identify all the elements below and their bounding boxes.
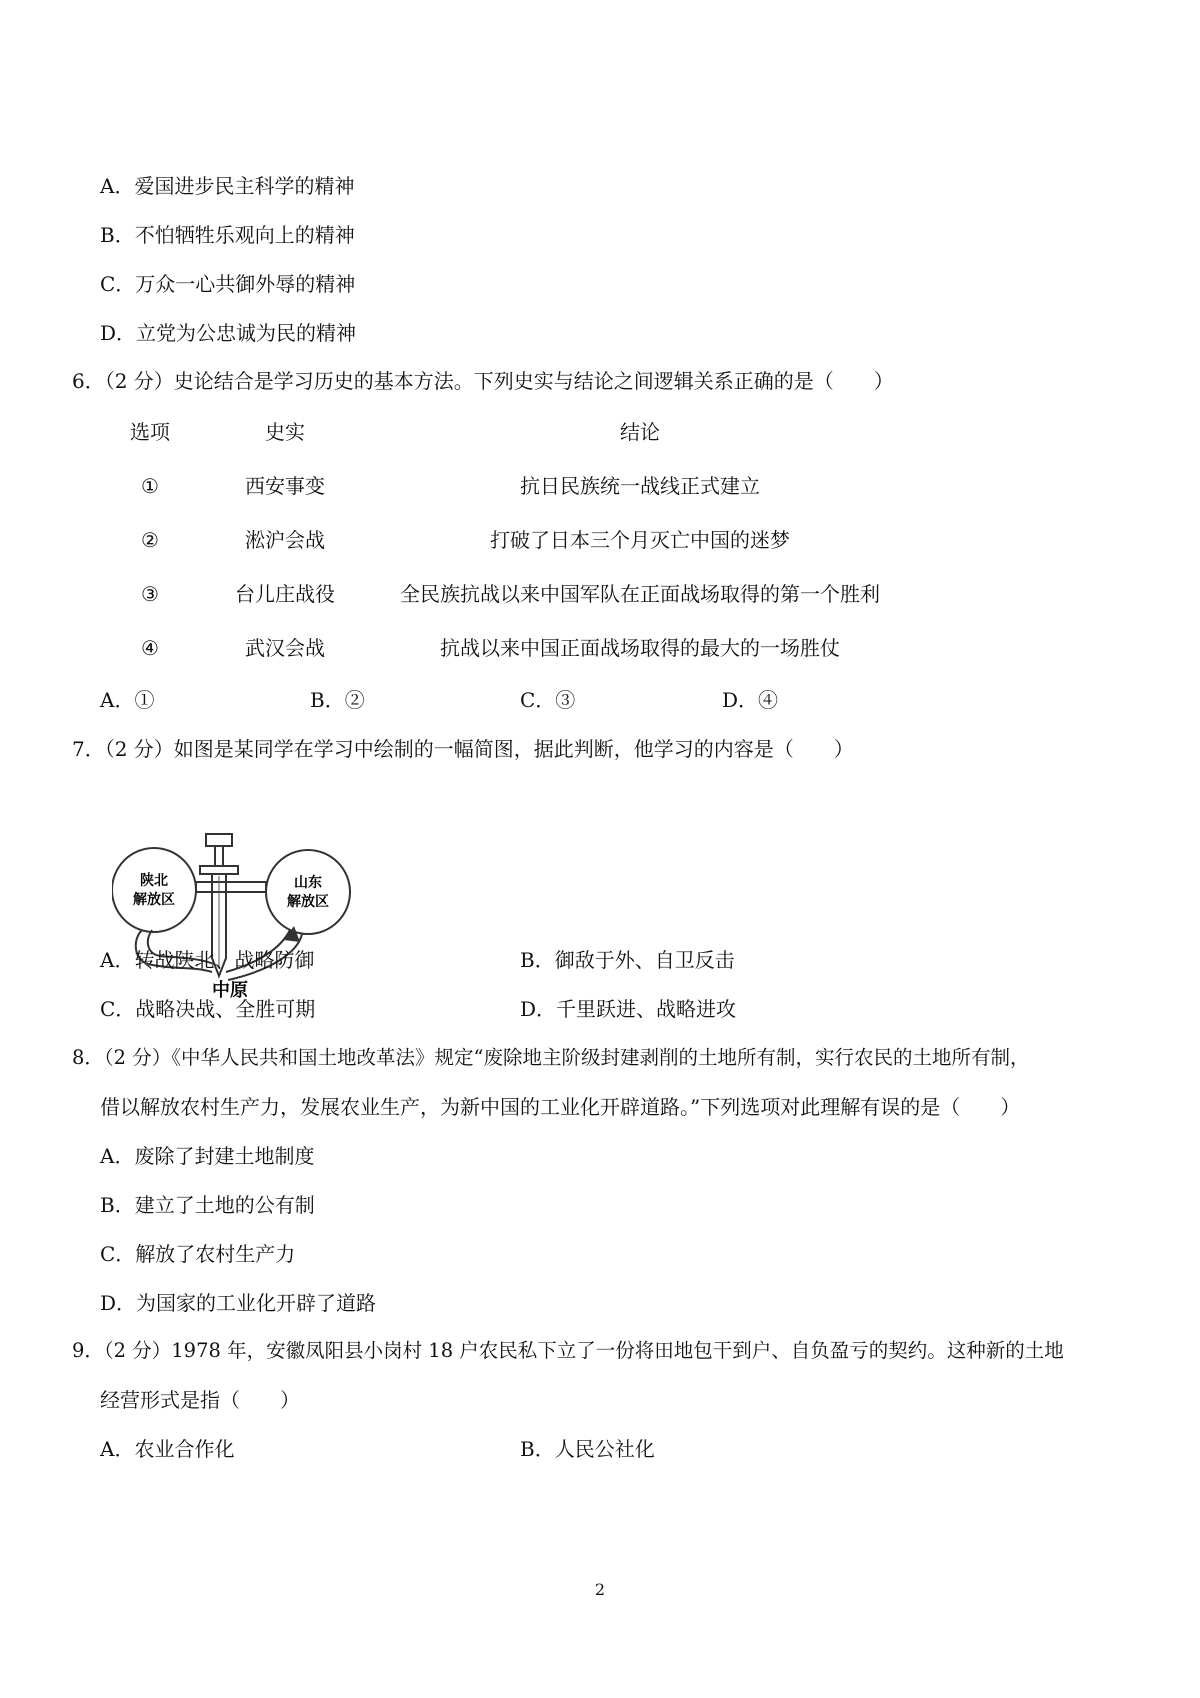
q9-option-a: A．农业合作化 xyxy=(100,1437,235,1461)
q6-row3-conclusion: 全民族抗战以来中国军队在正面战场取得的第一个胜利 xyxy=(400,582,880,606)
q8-stem-line2: 借以解放农村生产力，发展农业生产，为新中国的工业化开辟道路。”下列选项对此理解有误的是（ ） xyxy=(100,1095,1021,1119)
q6-option-c: C．③ xyxy=(520,688,576,712)
q8-stem-line1: 8．（2 分）《中华人民共和国土地改革法》规定“废除地主阶级封建剥削的土地所有制，实行农民的土地所有制， xyxy=(72,1046,1030,1069)
q6-option-a: A．① xyxy=(100,688,155,712)
q8-option-c: C．解放了农村生产力 xyxy=(100,1242,296,1266)
q7-option-c: C．战略决战、全胜可期 xyxy=(100,997,316,1021)
q7-diagram xyxy=(112,830,352,1000)
q6-option-d: D．④ xyxy=(722,688,779,712)
right-circle xyxy=(266,850,350,934)
q6-row4-conclusion: 抗战以来中国正面战场取得的最大的一场胜仗 xyxy=(440,636,840,660)
q6-header-option: 选项 xyxy=(130,420,170,444)
q6-row4-fact: 武汉会战 xyxy=(245,636,325,660)
page-number: 2 xyxy=(594,1580,606,1599)
q9-option-b: B．人民公社化 xyxy=(520,1437,655,1461)
left-label-line2: 解放区 xyxy=(133,892,175,908)
q6-row2-option: ② xyxy=(141,528,159,552)
q6-row3-fact: 台儿庄战役 xyxy=(235,582,335,606)
q6-row2-conclusion: 打破了日本三个月灭亡中国的迷梦 xyxy=(490,528,790,552)
right-label-line1: 山东 xyxy=(294,875,322,891)
sword-pommel xyxy=(206,834,232,846)
q6-row3-option: ③ xyxy=(141,582,159,606)
q7-stem: 7．（2 分）如图是某同学在学习中绘制的一幅简图，据此判断，他学习的内容是（ ） xyxy=(72,737,854,761)
q5-option-d: D．立党为公忠诚为民的精神 xyxy=(100,321,357,345)
q8-option-d: D．为国家的工业化开辟了道路 xyxy=(100,1291,377,1315)
q6-header-conclusion: 结论 xyxy=(620,420,660,444)
q5-option-c: C．万众一心共御外辱的精神 xyxy=(100,272,356,296)
q6-row2-fact: 淞沪会战 xyxy=(245,528,325,552)
q5-option-a: A．爱国进步民主科学的精神 xyxy=(100,174,355,198)
q6-stem: 6．（2 分）史论结合是学习历史的基本方法。下列史实与结论之间逻辑关系正确的是（ ） xyxy=(72,369,894,393)
q5-option-b: B．不怕牺牲乐观向上的精神 xyxy=(100,223,355,247)
q6-row1-option: ① xyxy=(141,474,159,498)
q9-stem-line1: 9．（2 分）1978 年，安徽凤阳县小岗村 18 户农民私下立了一份将田地包干到户、自负盈亏的契约。这种新的土地 xyxy=(72,1339,1064,1362)
q6-header-fact: 史实 xyxy=(265,420,305,444)
q6-row1-conclusion: 抗日民族统一战线正式建立 xyxy=(520,474,760,498)
q8-option-a: A．废除了封建土地制度 xyxy=(100,1144,315,1168)
q7-option-a: A．转战陕北、战略防御 xyxy=(100,948,315,972)
q7-option-b: B．御敌于外、自卫反击 xyxy=(520,948,735,972)
left-circle xyxy=(112,848,196,932)
right-label-line2: 解放区 xyxy=(287,894,329,910)
bottom-label: 中原 xyxy=(212,980,248,1000)
connecting-bar xyxy=(196,882,266,892)
q6-row4-option: ④ xyxy=(141,636,159,660)
sword-grip xyxy=(215,846,223,866)
q6-row1-fact: 西安事变 xyxy=(245,474,325,498)
sword-guard xyxy=(200,866,238,874)
left-label-line1: 陕北 xyxy=(140,873,168,889)
q6-option-b: B．② xyxy=(310,688,365,712)
q7-option-d: D．千里跃进、战略进攻 xyxy=(520,997,737,1021)
q9-stem-line2: 经营形式是指（ ） xyxy=(100,1388,300,1412)
q8-option-b: B．建立了土地的公有制 xyxy=(100,1193,315,1217)
